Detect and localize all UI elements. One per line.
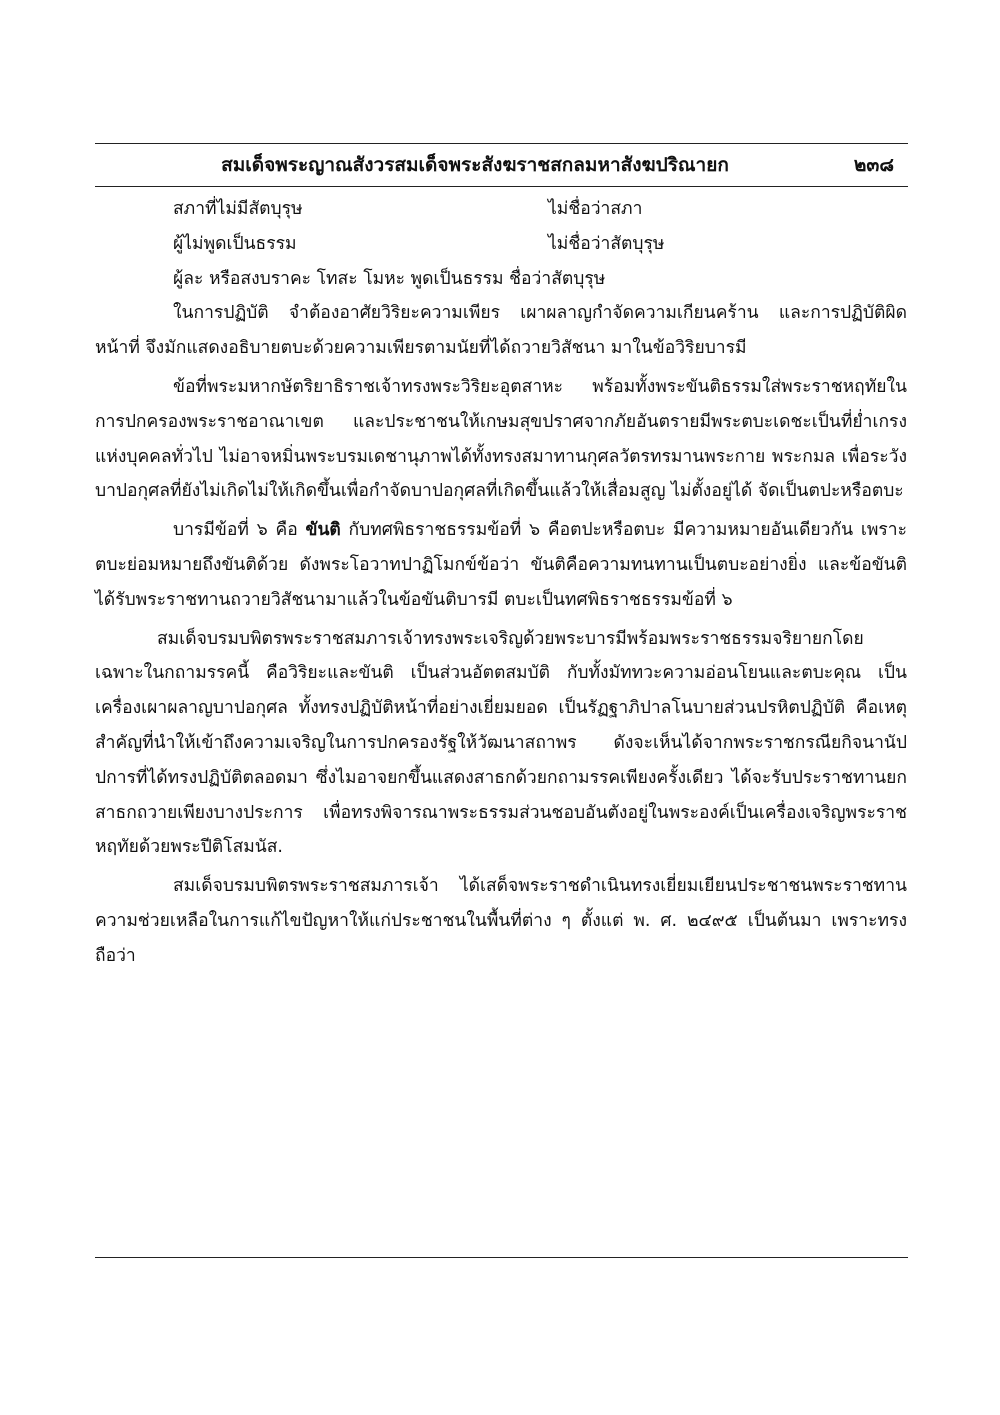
- page-header: [95, 148, 908, 182]
- paragraph-3-start: บารมีข้อที่ ๖ คือ: [173, 520, 306, 541]
- verse-line: [95, 192, 907, 227]
- page-number: ๒๓๘: [853, 154, 894, 176]
- verse-left-2: ผู้ไม่พูดเป็นธรรม: [173, 233, 297, 254]
- header-title: สมเด็จพระญาณสังวรสมเด็จพระสังฆราชสกลมหาสังฆปริณายก: [221, 154, 729, 176]
- paragraph-3: [95, 513, 907, 617]
- footer-rule: [95, 1257, 908, 1258]
- verse-line: [95, 227, 907, 262]
- paragraph-5: สมเด็จบรมบพิตรพระราชสมภารเจ้า ได้เสด็จพระราชดำเนินทรงเยี่ยมเยียนประชาชนพระราชทานความช่วยเหลือในการแก้ไขปัญหาให้แก่ประชาชนในพื้นที่ต่าง ๆ ตั้งแต่ พ. ศ. ๒๔๙๕ เป็นต้นมา เพราะทรงถือว่า: [95, 876, 907, 966]
- paragraph-3-bold-term: ขันติ: [305, 520, 341, 541]
- header-bottom-rule: [95, 186, 908, 187]
- verse-line: [95, 262, 907, 297]
- verse-right-2: ไม่ชื่อว่าสัตบุรุษ: [548, 233, 665, 254]
- paragraph-3-rest: กับทศพิธราชธรรมข้อที่ ๖ คือตปะหรือตบะ มีความหมายอันเดียวกัน เพราะตบะย่อมหมายถึงขันติด้วย ดังพระโอวาทปาฏิโมกข์ข้อว่า ขันติคือความทนทานเป็นตบะอย่างยิ่ง และข้อขันติได้รับพระราชทานถวายวิสัชนามาแล้วในข้อขันติบารมี ตบะเป็นทศพิธราชธรรมข้อที่ ๖: [95, 520, 907, 610]
- verse-single: ผู้ละ หรือสงบราคะ โทสะ โมหะ พูดเป็นธรรม ชื่อว่าสัตบุรุษ: [173, 268, 606, 289]
- paragraph-4: สมเด็จบรมบพิตรพระราชสมภารเจ้าทรงพระเจริญด้วยพระบารมีพร้อมพระราชธรรมจริยายกโดยเฉพาะในกถามรรคนี้ คือวิริยะและขันติ เป็นส่วนอัตตสมบัติ กับทั้งมัททวะความอ่อนโยนและตบะคุณ เป็นเครื่องเผาผลาญบาปอกุศล ทั้งทรงปฏิบัติหน้าที่อย่างเยี่ยมยอด เป็นรัฏฐาภิปาลโนบายส่วนปรหิตปฏิบัติ คือเหตุสำคัญที่นำให้เข้าถึงความเจริญในการปกครองรัฐให้วัฒนาสถาพร ดังจะเห็นได้จากพระราชกรณียกิจนานัปปการที่ได้ทรงปฏิบัติตลอดมา ซึ่งไมอาจยกขึ้นแสดงสาธกด้วยกถามรรคเพียงครั้งเดียว ได้จะรับประราชทานยกสาธกถวายเพียงบางประการ เพื่อทรงพิจารณาพระธรรมส่วนชอบอันตังอยู่ในพระองค์เป็นเครื่องเจริญพระราชหฤทัยด้วยพระปีติโสมนัส.: [95, 628, 907, 858]
- verse-left-1: สภาที่ไม่มีสัตบุรุษ: [173, 199, 303, 219]
- paragraph-1: ในการปฏิบัติ จำต้องอาศัยวิริยะความเพียร เผาผลาญกำจัดความเกียนคร้าน และการปฏิบัติผิดหน้าที่ จึงมักแสดงอธิบายตบะด้วยความเพียรตามนัยที่ได้ถวายวิสัชนา มาในข้อวิริยบารมี: [95, 303, 907, 359]
- header-top-rule: [95, 143, 908, 144]
- verse-right-1: ไม่ชื่อว่าสภา: [548, 199, 643, 219]
- body-text: [95, 192, 907, 974]
- paragraph-2: ข้อที่พระมหากษัตริยาธิราชเจ้าทรงพระวิริยะอุตสาหะ พร้อมทั้งพระขันติธรรมใส่พระราชหฤทัยในการปกครองพระราชอาณาเขต และประชาชนให้เกษมสุขปราศจากภัยอันตรายมีพระตบะเดชะเป็นที่ย่ำเกรงแห่งบุคคลทั่วไป ไม่อาจหมิ่นพระบรมเดชานุภาพได้ทั้งทรงสมาทานกุศลวัตรทรมานพระกาย พระกมล เพื่อระวังบาปอกุศลที่ยังไม่เกิดไม่ให้เกิดขึ้นเพื่อกำจัดบาปอกุศลที่เกิดขึ้นแล้วให้เสื่อมสูญ ไม่ตั้งอยู่ได้ จัดเป็นตปะหรือตบะ: [95, 376, 907, 502]
